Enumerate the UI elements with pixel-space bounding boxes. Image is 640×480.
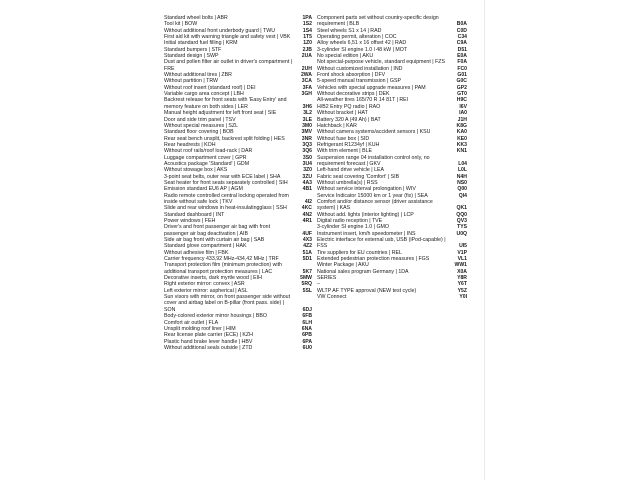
equipment-code: C34	[457, 34, 467, 41]
equipment-description: Tire suppliers for EU countries | REL	[317, 249, 402, 256]
equipment-row	[317, 155, 467, 168]
equipment-code: KA0	[456, 129, 467, 136]
equipment-description: Transport protection film (minimum protection) with additional transport protection measures | LAC	[164, 262, 282, 275]
equipment-row	[317, 237, 467, 250]
equipment-code: 3Z0	[303, 167, 312, 174]
equipment-code: 4KC	[301, 205, 312, 212]
equipment-description: Luggage compartment cover | GPR	[164, 154, 247, 161]
equipment-code: 6PB	[302, 332, 312, 339]
equipment-description: H/B2 Entry PQ radio | RAO	[317, 103, 381, 110]
equipment-description: Dust and pollen filter air outlet in driver's compartment | FRE	[164, 59, 293, 72]
equipment-row	[164, 294, 312, 313]
equipment-code: 1T5	[303, 34, 312, 41]
equipment-description: Instrument insert, km/h speedometer | INS	[317, 230, 416, 237]
equipment-code: FC0	[457, 65, 467, 72]
equipment-description: Without additional front underbody guard | TWU	[164, 27, 275, 34]
equipment-description: VW Connect	[317, 294, 347, 301]
equipment-description: Rear headrests | KOH	[164, 141, 216, 148]
equipment-description: Suspension range 04 installation control only, no requirement forecast | GKV	[317, 154, 430, 167]
equipment-code: 4UF	[302, 230, 312, 237]
equipment-code: Y5Z	[457, 287, 467, 294]
equipment-code: L04	[458, 160, 467, 167]
equipment-code: F0A	[457, 59, 467, 66]
equipment-description: Tool kit | BOW	[164, 21, 198, 28]
equipment-code: Y8R	[457, 275, 467, 282]
equipment-code: 5MW	[300, 275, 312, 282]
equipment-code: 1S4	[302, 27, 312, 34]
equipment-code: 3CA	[301, 78, 312, 85]
equipment-description: Extended pedestrian protection measures | FGS	[317, 256, 430, 263]
equipment-code: 3L2	[303, 110, 312, 117]
equipment-code: 1S2	[302, 21, 312, 28]
equipment-description: Without fuse box | SID	[317, 135, 370, 142]
equipment-description: Body-colored exterior mirror housings | BBO	[164, 313, 267, 320]
equipment-code: 5D1	[302, 256, 312, 263]
equipment-code: 4I2	[304, 198, 312, 205]
equipment-description: Without customized installation | IND	[317, 65, 403, 72]
equipment-code: 4X3	[302, 237, 312, 244]
equipment-description: Power windows | FEH	[164, 218, 216, 224]
equipment-description: Digital radio reception | TVE	[317, 218, 383, 224]
equipment-code: 6PA	[302, 338, 312, 345]
equipment-code: NS0	[457, 179, 467, 186]
equipment-code: 3Q6	[302, 148, 312, 155]
equipment-description: Sun visors with mirror, on front passenger side without cover and airbag label on B-pillar (front pass. side) | SON	[164, 294, 291, 313]
equipment-code: KE0	[457, 135, 467, 142]
equipment-code: U0Q	[456, 230, 467, 237]
equipment-code: 4B1	[302, 186, 312, 193]
equipment-list-left	[164, 15, 312, 351]
equipment-description: Acoustics package 'Standard' | GDM	[164, 160, 250, 167]
equipment-description: Service Indicator 15000 km or 1 year (fix) | SEA	[317, 192, 428, 199]
equipment-description: Right exterior mirror: convex | ASR	[164, 281, 245, 288]
equipment-code: H9C	[456, 97, 467, 104]
equipment-description: Component parts set without country-specific design requirement | BLB	[317, 15, 439, 28]
equipment-code: N4H	[456, 173, 467, 180]
equipment-description: 3-point seat belts, outer rear with ECE label | SHA	[164, 173, 281, 180]
equipment-description: Standard design | SWP	[164, 53, 219, 60]
equipment-description: Without special measures | SZL	[164, 122, 239, 129]
equipment-code: 6FB	[302, 313, 312, 320]
equipment-row	[164, 224, 312, 237]
equipment-code: 3LE	[302, 116, 312, 123]
equipment-code: 2WA	[300, 72, 312, 79]
equipment-code: KK3	[456, 141, 467, 148]
equipment-description: Hatchback | KAR	[317, 122, 357, 129]
equipment-code: 6NA	[301, 325, 312, 332]
equipment-code: VL1	[457, 256, 467, 263]
equipment-code: 4N2	[302, 211, 312, 218]
equipment-code: 2UH	[301, 65, 312, 72]
equipment-description: Without additional seals outside | ZTD	[164, 344, 253, 351]
equipment-description: Variable cargo area concept | LBH	[164, 91, 244, 98]
equipment-description: Without camera systems/accident sensors | KSU	[317, 129, 431, 136]
equipment-description: WLTP AF TYPE approval (NEW test cycle)	[317, 287, 417, 294]
equipment-description: Without umbrella(s) | RSS	[317, 179, 378, 186]
equipment-description: No special edition | AKU	[317, 53, 374, 60]
equipment-row	[164, 193, 312, 206]
equipment-description: Plastic hand brake lever handle | HBV	[164, 338, 253, 345]
equipment-code: 4Z2	[303, 243, 312, 250]
equipment-code: 6LH	[302, 319, 312, 326]
equipment-description: Vehicles with special upgrade measures | PAM	[317, 84, 426, 91]
equipment-row	[317, 294, 467, 300]
equipment-code: D51	[457, 46, 467, 53]
equipment-code: GT0	[457, 91, 467, 98]
equipment-code: E0A	[457, 53, 467, 60]
equipment-description: With trim element | BLE	[317, 148, 373, 155]
equipment-code: 4R1	[302, 218, 312, 224]
equipment-code: 2UA	[301, 53, 312, 60]
equipment-description: Without roof insert (standard roof) | DEI	[164, 84, 256, 91]
equipment-description: Winter Package | AKU	[317, 262, 369, 269]
equipment-description: Without stowage box | AKS	[164, 167, 228, 174]
equipment-description: Operating permit, alteration | COC	[317, 34, 397, 41]
equipment-code: 3S0	[302, 154, 312, 161]
equipment-code: 1Z0	[303, 40, 312, 47]
equipment-description: Standard wheel bolts | ABR	[164, 15, 228, 21]
equipment-description: Left-hand drive vehicle | LEA	[317, 167, 385, 174]
equipment-description: Decorative inserts, dark myrtle wood | EIH	[164, 275, 262, 282]
equipment-description: Initial standard fuel filling | KRM	[164, 40, 238, 47]
equipment-code: TYS	[457, 224, 467, 231]
equipment-description: Comfort air outlet | FLA	[164, 319, 219, 326]
equipment-code: X0A	[457, 268, 467, 275]
equipment-code: 4A3	[302, 179, 312, 186]
equipment-description: Fabric seat covering 'Comfort' | SIB	[317, 173, 400, 180]
equipment-row	[164, 345, 312, 351]
equipment-code: KN1	[456, 148, 467, 155]
equipment-code: 6DJ	[302, 306, 312, 313]
equipment-code: B0A	[456, 21, 467, 28]
equipment-description: Left exterior mirror: aspherical | ASL	[164, 287, 248, 294]
equipment-row	[164, 97, 312, 110]
equipment-row	[164, 59, 312, 72]
equipment-description: Without partition | TRW	[164, 78, 218, 85]
equipment-description: Door and side trim panel | TSV	[164, 116, 236, 123]
equipment-description: Comfort and/or distance sensor (driver assistance system) | KAS	[317, 198, 433, 212]
equipment-description: Without adhesive film | FBK	[164, 249, 229, 256]
equipment-description: Electric interface for external usb, USB (iPod-capable) | FSS	[317, 237, 446, 250]
equipment-code: 3M0	[302, 122, 312, 129]
equipment-code: C9A	[456, 40, 467, 47]
equipment-description: 3-cylinder SI engine 1.0 | GMO	[317, 224, 389, 231]
equipment-code: G0C	[456, 78, 467, 85]
equipment-code: C0D	[456, 27, 467, 34]
equipment-description: Standard dashboard | INT	[164, 211, 225, 218]
equipment-code: V1P	[457, 249, 467, 256]
equipment-code: 3ZU	[302, 173, 312, 180]
equipment-description: Carrier frequency 433,92 MHz-434,42 MHz | TRF	[164, 256, 279, 263]
equipment-code: 3FA	[302, 84, 312, 91]
equipment-description: All-weather tires 165/70 R 14 81T | REI	[317, 97, 409, 104]
equipment-code: QI4	[458, 192, 467, 199]
equipment-description: 5-speed manual transmission | GSP	[317, 78, 401, 85]
equipment-code: QV3	[456, 218, 467, 224]
page-edge-divider	[484, 0, 485, 480]
equipment-description: Without bracket | HAT	[317, 110, 368, 117]
equipment-description: Without decorative strips | DEK	[317, 91, 390, 98]
equipment-code: 51A	[302, 249, 312, 256]
equipment-code: 3Q3	[302, 141, 312, 148]
equipment-code: GP2	[456, 84, 467, 91]
equipment-code: 5RQ	[301, 281, 312, 288]
equipment-code: 1PA	[302, 15, 312, 21]
equipment-description: Emission standard EU6 AP | AGM	[164, 186, 243, 193]
equipment-code: QQ0	[456, 211, 467, 218]
equipment-code: 5K7	[302, 268, 312, 275]
equipment-row	[317, 199, 467, 212]
equipment-code: 3NR	[301, 135, 312, 142]
equipment-description: Driver's and front passenger air bag with front passenger air bag deactivation | AIB	[164, 224, 271, 237]
equipment-code: 6U0	[302, 344, 312, 351]
equipment-code: 3U4	[302, 160, 312, 167]
equipment-description: Steel wheels S1 x 14 | RAD	[317, 27, 382, 34]
equipment-code: 3H6	[302, 103, 312, 110]
equipment-code: Y6T	[457, 281, 467, 288]
equipment-description: Not special-purpose vehicle, standard equipment | FZS	[317, 59, 446, 66]
equipment-row	[164, 262, 312, 275]
equipment-code: I6V	[459, 103, 467, 110]
equipment-code: K8G	[456, 122, 467, 129]
equipment-description: Battery 320 A (49 Ah) | BAT	[317, 116, 381, 123]
equipment-description: SERIES	[317, 275, 337, 282]
equipment-description: Front shock absorption | DFV	[317, 72, 386, 79]
equipment-list-right	[317, 15, 467, 300]
equipment-description: –	[317, 281, 320, 288]
equipment-description: Seat heater for front seats separately controlled | SIH	[164, 179, 288, 186]
equipment-code: Q00	[457, 186, 467, 193]
equipment-description: Slide and rear windows in heat-insulatingglass | SSH	[164, 205, 287, 212]
equipment-description: First aid kit with warning triangle and safety vest | VBK	[164, 34, 291, 41]
equipment-row	[317, 15, 467, 28]
equipment-description: National sales program Germany | 1DA	[317, 268, 409, 275]
equipment-code: L0L	[457, 167, 467, 174]
equipment-description: Manual height adjustment for left front seat | SIE	[164, 110, 277, 117]
equipment-code: UI5	[459, 243, 467, 250]
equipment-description: Standard floor covering | BOB	[164, 129, 234, 136]
equipment-description: Without additional tires | ZBR	[164, 72, 232, 79]
equipment-description: Without roof rails/roof load-rack | DAR	[164, 148, 253, 155]
equipment-description: Alloy wheels 6,51 x 16 offset 42 | RAD	[317, 40, 407, 47]
equipment-code: 3MV	[301, 129, 312, 136]
equipment-code: 2JB	[302, 46, 312, 53]
equipment-description: Unsplit molding roof liner | HIM	[164, 325, 236, 332]
equipment-description: Radio remote controlled central locking operated from inside without safe lock | TKV	[164, 192, 289, 205]
equipment-description: Rear license plate carrier (ECE) | KZH	[164, 332, 253, 339]
equipment-description: Rear seat bench unsplit, backrest split folding | HES	[164, 135, 285, 142]
equipment-description: Without add. lights (interior lighting) | LCP	[317, 211, 414, 218]
equipment-code: Y0I	[459, 294, 467, 301]
equipment-description: Side air bag front with curtain air bag | SAB	[164, 237, 265, 244]
equipment-description: Refrigerant R1234yf | KUH	[317, 141, 380, 148]
equipment-description: Standard glove compartment | HAK	[164, 243, 247, 250]
equipment-code: 3GH	[301, 91, 312, 98]
equipment-description: Backrest release for front seats with 'Easy Entry' and memory feature on both sides | LER	[164, 97, 287, 110]
equipment-code: G01	[457, 72, 467, 79]
equipment-code: WW1	[454, 262, 467, 269]
equipment-code: IA0	[459, 110, 467, 117]
equipment-description: Without service interval prolongation | WIV	[317, 186, 416, 193]
equipment-description: 3-cylinder SI engine 1.0 l 48 kW | MOT	[317, 46, 408, 53]
equipment-description: Standard bumpers | STF	[164, 46, 222, 53]
equipment-code: J1H	[457, 116, 467, 123]
equipment-code: QK1	[456, 205, 467, 212]
equipment-code: 5SL	[302, 287, 312, 294]
